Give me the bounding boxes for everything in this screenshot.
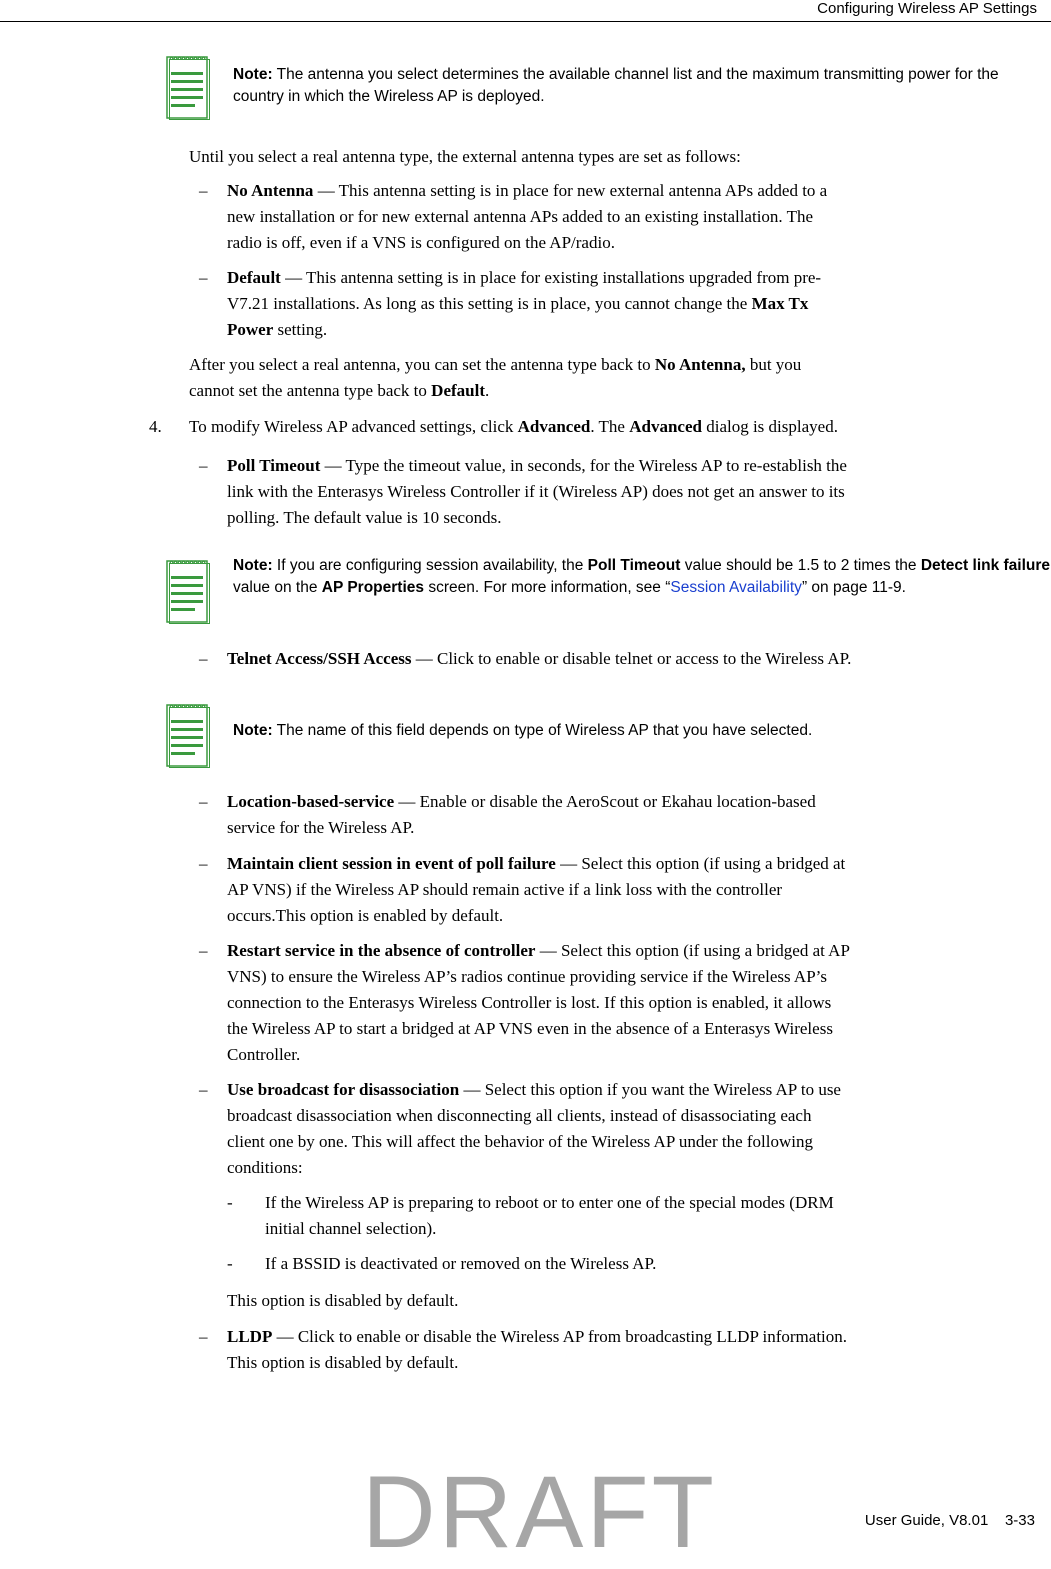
note-body: The name of this field depends on type of Wireless AP that you have selected. <box>276 722 813 739</box>
broadcast-desc: — Select this option if you want the Wireless AP to use <box>463 1080 841 1099</box>
note-label: Note: <box>233 557 273 574</box>
default-term: Default <box>227 268 281 287</box>
note-pad-icon <box>166 702 210 768</box>
after-text-b: but you <box>749 355 802 374</box>
no-antenna-desc: — This antenna setting is in place for new external antenna APs added to a <box>317 181 828 200</box>
note-pad-icon <box>166 558 210 624</box>
broadcast-sub-1b: initial channel selection). <box>265 1219 437 1238</box>
note-text <box>233 555 1051 599</box>
broadcast-disabled: This option is disabled by default. <box>227 1291 459 1310</box>
restart-line-5: Controller. <box>227 1045 301 1064</box>
no-antenna-term: No Antenna <box>227 181 314 200</box>
broadcast-line-4: conditions: <box>227 1158 303 1177</box>
restart-line-1 <box>227 937 850 965</box>
dash-bullet: – <box>199 649 208 668</box>
default-line-1 <box>227 264 821 292</box>
after-period: . <box>485 381 490 400</box>
poll-desc: — Type the timeout value, in seconds, for the Wireless AP to re-establish the <box>324 456 847 475</box>
note-text <box>233 720 1051 742</box>
poll-line-3: polling. The default value is 10 seconds. <box>227 508 502 527</box>
step-number: 4. <box>149 417 162 436</box>
note-body: value should be 1.5 to 2 times the <box>684 557 917 574</box>
telnet-desc: — Click to enable or disable telnet or access to the Wireless AP. <box>415 649 852 668</box>
maintain-line-2: AP VNS) if the Wireless AP should remain active if a link loss with the controller <box>227 880 783 899</box>
restart-term: Restart service in the absence of controller <box>227 941 536 960</box>
step-4-d: dialog is displayed. <box>706 417 838 436</box>
no-antenna-ref: No Antenna, <box>654 355 746 374</box>
advanced-ref: Advanced <box>517 417 591 436</box>
broadcast-line-3: client one by one. This will affect the behavior of the Wireless AP under the following <box>227 1132 813 1151</box>
maintain-line-3: occurs.This option is enabled by default. <box>227 906 504 925</box>
restart-line-3: connection to the Enterasys Wireless Controller is lost. If this option is enabled, it allows <box>227 993 832 1012</box>
step-4-text <box>189 413 838 441</box>
note-pad-icon <box>166 54 210 120</box>
page-footer <box>865 1512 1035 1529</box>
broadcast-sub-2: If a BSSID is deactivated or removed on the Wireless AP. <box>265 1254 657 1273</box>
power-term: Power <box>227 320 274 339</box>
ap-properties-ref: AP Properties <box>321 579 425 596</box>
step-4-a: To modify Wireless AP advanced settings, click <box>189 417 514 436</box>
after-line-1 <box>189 351 801 379</box>
lldp-line-1 <box>227 1323 847 1351</box>
restart-desc: — Select this option (if using a bridged at AP <box>539 941 850 960</box>
maintain-term: Maintain client session in event of poll failure <box>227 854 556 873</box>
note-label: Note: <box>233 722 273 739</box>
dash-bullet: – <box>199 181 208 200</box>
note-body: If you are configuring session availability, the <box>276 557 584 574</box>
running-header: Configuring Wireless AP Settings <box>817 0 1037 17</box>
dash-bullet: – <box>199 268 208 287</box>
default-text: V7.21 installations. As long as this setting is in place, you cannot change the <box>227 294 748 313</box>
detect-link-failure-ref: Detect link failure <box>920 557 1051 574</box>
dash-bullet: – <box>199 792 208 811</box>
default-desc: — This antenna setting is in place for existing installations upgraded from pre- <box>285 268 822 287</box>
restart-line-4: the Wireless AP to start a bridged at AP VNS even in the absence of a Enterasys Wireless <box>227 1019 833 1038</box>
session-availability-link[interactable]: Session Availability <box>670 579 802 596</box>
max-tx-term: Max Tx <box>751 294 809 313</box>
after-text: After you select a real antenna, you can set the antenna type back to <box>189 355 651 374</box>
page-number: 3-33 <box>1004 1512 1035 1529</box>
location-term: Location-based-service <box>227 792 395 811</box>
step-4-c: . The <box>590 417 625 436</box>
lldp-line-2: This option is disabled by default. <box>227 1353 459 1372</box>
dash-bullet: – <box>199 456 208 475</box>
sub-bullet: - <box>227 1193 233 1212</box>
no-antenna-line-3: radio is off, even if a VNS is configured on the AP/radio. <box>227 233 615 252</box>
footer-guide: User Guide, V8.01 <box>864 1512 989 1529</box>
location-line-2: service for the Wireless AP. <box>227 818 415 837</box>
dash-bullet: – <box>199 1080 208 1099</box>
default-line-2 <box>227 290 808 318</box>
after-text-c: cannot set the antenna type back to <box>189 381 427 400</box>
maintain-line-1 <box>227 850 845 878</box>
header-rule <box>0 21 1051 22</box>
after-line-2 <box>189 377 489 405</box>
poll-term: Poll Timeout <box>227 456 321 475</box>
telnet-line <box>227 645 851 673</box>
broadcast-term: Use broadcast for disassociation <box>227 1080 460 1099</box>
broadcast-sub-1a: If the Wireless AP is preparing to reboot or to enter one of the special modes (DRM <box>265 1193 834 1212</box>
lldp-desc: — Click to enable or disable the Wireless AP from broadcasting LLDP information. <box>276 1327 848 1346</box>
location-line-1 <box>227 788 816 816</box>
telnet-term: Telnet Access/SSH Access <box>227 649 412 668</box>
lldp-term: LLDP <box>227 1327 273 1346</box>
dash-bullet: – <box>199 1327 208 1346</box>
note-body: screen. For more information, see “ <box>428 579 671 596</box>
note-body: ” on page 11-9. <box>801 579 906 596</box>
note-body: value on the <box>233 579 318 596</box>
poll-line-2: link with the Enterasys Wireless Controller if it (Wireless AP) does not get an answer to its <box>227 482 845 501</box>
broadcast-line-1 <box>227 1076 841 1104</box>
poll-line-1 <box>227 452 847 480</box>
draft-watermark: DRAFT <box>362 1455 717 1569</box>
no-antenna-line-2: new installation or for new external antenna APs added to an existing installation. The <box>227 207 814 226</box>
no-antenna-line-1 <box>227 177 827 205</box>
note-text <box>233 64 1051 108</box>
dash-bullet: – <box>199 854 208 873</box>
maintain-desc: — Select this option (if using a bridged at <box>560 854 846 873</box>
sub-bullet: - <box>227 1254 233 1273</box>
note-body: The antenna you select determines the available channel list and the maximum transmitting power for the country in which the Wireless AP is deployed. <box>233 66 999 105</box>
default-text-end: setting. <box>277 320 328 339</box>
broadcast-line-2: broadcast disassociation when disconnecting all clients, instead of disassociating each <box>227 1106 812 1125</box>
intro-paragraph: Until you select a real antenna type, the external antenna types are set as follows: <box>189 147 741 166</box>
default-ref: Default <box>431 381 485 400</box>
dash-bullet: – <box>199 941 208 960</box>
note-label: Note: <box>233 66 273 83</box>
default-line-3 <box>227 316 327 344</box>
poll-timeout-ref: Poll Timeout <box>587 557 681 574</box>
restart-line-2: VNS) to ensure the Wireless AP’s radios continue providing service if the Wireless AP’s <box>227 967 827 986</box>
location-desc: — Enable or disable the AeroScout or Ekahau location-based <box>398 792 816 811</box>
advanced-dialog-ref: Advanced <box>629 417 702 436</box>
